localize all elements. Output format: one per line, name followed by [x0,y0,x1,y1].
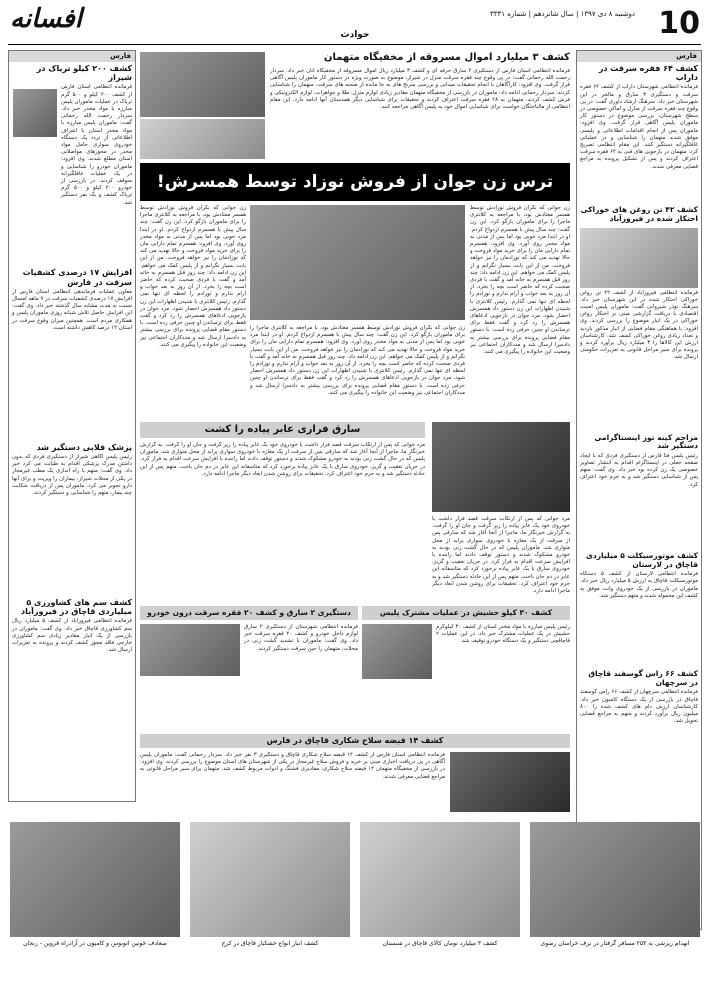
article-text: زن جوانی که نگران فروش نوزادش توسط همسر معتادش بود، با مراجعه به کلانتری ماجرا را برای ماموران بازگو کرد. این زن گفت: چند سال پیش با همسرم ازدواج کردم. او در ابتدا مرد خوبی بود اما پس از مدتی به مواد مخدر روی آورد. وی افزود: همسرم تمام دارایی مان را برای خرید مواد فروخت و حالا تهدید می کند که نوزادمان را نیز خواهد فروخت. من از این بابت بسیار نگرانم و از پلیس کمک می خواهم. این زن ادامه داد: چند روز قبل همسرم به خانه آمد و گفت با فردی صحبت کرده که حاضر است بچه را بخرد. از آن روز به بعد خواب و آرام ندارم و نوزادم را لحظه ای تنها نمی گذارم. رئیس کلانتری با شنیدن اظهارات این زن دستور داد همسرش احضار شود. مرد جوان در بازجویی ادعاهای همسرش را رد کرد و گفت فقط برای ترساندن او چنین حرفی زده است. با دستور مقام قضایی پرونده برای بررسی بیشتر به دادسرا ارسال شد و مددکاران اجتماعی نیز وضعیت این خانواده را پیگیری می کنند. [470,205,570,356]
hashish-photo [362,624,432,679]
main-headline: ترس زن جوان از فروش نوزاد توسط همسرش! [140,163,570,201]
article-text: فرمانده انتظامی شهرستان داراب از کشف ۶۴ فقره سرقت و دستگیری ۳ سارق و مالخر در این شهرستان خبر داد. سرهنگ ارشاد داوری گفت: در پی وقوع چند فقره سرقت از منازل و اماکن خصوصی در سطح شهرستان، بررسی موضوع در دستور کار ماموران پلیس آگاهی قرار گرفت. وی افزود: ماموران پس از انجام اقدامات اطلاعاتی و پلیسی موفق شدند متهمان را شناسایی و در عملیاتی غافلگیرانه دستگیر کنند. این مقام انتظامی تصریح کرد: متهمان در بازجویی های فنی به ۶۴ فقره سرقت اعتراف کردند و پس از تشکیل پرونده به مراجع قضایی معرفی شدند. [580,84,698,170]
top-story [140,50,570,160]
article-text: فرمانده انتظامی لارستان از کشف ۵ دستگاه موتورسیکلت قاچاق به ارزش ۵ میلیارد ریال خبر داد. ماموران در بازرسی از یک خودروی وانت موفق به کشف این محموله شدند و متهم دستگیر شد. [580,571,698,599]
article-text: فرمانده انتظامی استان فارس از دستگیری ۲ سارق حرفه ای و کشف ۳ میلیارد ریال اموال مسروقه از مخفیگاه آنان خبر داد. سردار رحمت الله رحمانی گفت: در پی وقوع چند فقره سرقت منزل در شیراز، موضوع به صورت ویژه در دستور کار ماموران پلیس آگاهی قرار گرفت. وی افزود: کارآگاهان با انجام تحقیقات میدانی و بررسی سرنخ های به جا مانده از صحنه های سرقت، متهمان را شناسایی کردند. سردار رحمانی ادامه داد: ماموران در بازرسی از مخفیگاه متهمان مقادیر زیادی لوازم منزل، طلا و جواهرات، لوازم الکترونیکی و فرش کشف کردند. متهمان به ۲۸ فقره سرقت اعتراف کردند و تحقیقات برای شناسایی دیگر همدستان آنها ادامه دارد. این مقام انتظامی از مالباختگان خواست برای شناسایی اموال خود به پلیس آگاهی مراجعه کنند. [270,68,570,111]
article-text-continued: زن جوانی که نگران فروش نوزادش توسط همسر معتادش بود، با مراجعه به کلانتری ماجرا را برای ماموران بازگو کرد. این زن گفت: چند سال پیش با همسرم ازدواج کردم. او در ابتدا مرد خوبی بود اما پس از مدتی به مواد مخدر روی آورد. وی افزود: همسرم تمام دارایی مان را برای خرید مواد فروخت و حالا تهدید می کند که نوزادمان را نیز خواهد فروخت. من از این بابت بسیار نگرانم و از پلیس کمک می خواهم. این زن ادامه داد: چند روز قبل همسرم به خانه آمد و گفت با فردی صحبت کرده که حاضر است بچه را بخرد. از آن روز به بعد خواب و آرام ندارم و نوزادم را لحظه ای تنها نمی گذارم. رئیس کلانتری با شنیدن اظهارات این زن دستور داد همسرش احضار شود. مرد جوان در بازجویی ادعاهای همسرش را رد کرد و گفت فقط برای ترساندن او چنین حرفی زده است. با دستور مقام قضایی پرونده برای بررسی بیشتر به دادسرا ارسال شد و مددکاران اجتماعی نیز وضعیت این خانواده را پیگیری می کنند. [140,205,246,348]
photo-caption: کشف ۳ میلیارد تومان کالای قاچاق در شبستان [382,940,498,947]
section-title: حوادث [340,30,370,40]
header-rule [8,44,701,45]
headline: سارق فراری عابر پیاده را کشت [140,422,425,438]
headline: افزایش ۱۷ درصدی کشفیات سرقت در فارس [22,268,132,287]
left-column [8,50,136,802]
photo-caption: صعادف خونین اتوبوس و کامیون در آزادراه قزوین - زنجان [23,940,167,947]
snow-rescue-photo [530,822,700,937]
article-text-lower: زن جوانی که نگران فروش نوزادش توسط همسر معتادش بود، با مراجعه به کلانتری ماجرا را برای ماموران بازگو کرد. این زن گفت: چند سال پیش با همسرم ازدواج کردم. او در ابتدا مرد خوبی بود اما پس از مدتی به مواد مخدر روی آورد. وی افزود: همسرم تمام دارایی مان را برای خرید مواد فروخت و حالا تهدید می کند که نوزادمان را نیز خواهد فروخت. من از این بابت بسیار نگرانم و از پلیس کمک می خواهم. این زن ادامه داد: چند روز قبل همسرم به خانه آمد و گفت با فردی صحبت کرده که حاضر است بچه را بخرد. از آن روز به بعد خواب و آرام ندارم و نوزادم را لحظه ای تنها نمی گذارم. رئیس کلانتری با شنیدن اظهارات این زن دستور داد همسرش احضار شود. مرد جوان در بازجویی ادعاهای همسرش را رد کرد و گفت فقط برای ترساندن او چنین حرفی زده است. با دستور مقام قضایی پرونده برای بررسی بیشتر به دادسرا ارسال شد و مددکاران اجتماعی نیز وضعیت این خانواده را پیگیری می کنند. [250,325,465,396]
headline: کشف موتورسیکلت ۵ میلیاردی قاچاق در لارستان [585,550,698,569]
headline: کشف سم های کشاورزی ۵ میلیاردی قاچاق در فیروزآباد [21,597,132,617]
right-column [576,50,702,930]
small-story-right [362,606,570,731]
headline: پزشک قلابی دستگیر شد [36,442,132,452]
goods-photo-2 [140,119,265,159]
article-text: معاون عملیات فرماندهی انتظامی استان فارس از افزایش ۱۷ درصدی کشفیات سرقت در ۹ ماهه امسال نسبت به مدت مشابه سال گذشته خبر داد. وی گفت: این افزایش حاصل تلاش شبانه روزی ماموران پلیس و همکاری مردم است. همچنین میزان وقوع سرقت در استان ۱۲ درصد کاهش داشته است. [12,288,133,331]
newspaper-logo: افسانه [10,4,82,34]
official-portrait [13,89,57,137]
article-text: فرمانده انتظامی فیروزآباد از کشف ۵ میلیارد ریال سم کشاورزی قاچاق خبر داد. وی گفت: ماموران در بازرسی از یک انبار مقادیر زیادی سم کشاورزی خارجی فاقد مجوز کشف کردند و پرونده به تعزیرات ارسال شد. [12,618,132,654]
article-text: فرمانده انتظامی سرچهان از کشف ۶۶ راس گوسفند قاچاق در بازرسی از یک دستگاه کامیون خبر داد. کارشناسان ارزش دام های کشف شده را ۸۰۰ میلیون ریال برآورد کردند و متهم به مراجع قضایی تحویل شد. [580,689,698,725]
page-header [0,0,709,46]
headline: دستگیری ۲ سارق و کشف ۲۰ فقره سرقت درون خودرو [140,606,358,620]
headline: کشف ۶۴ فقره سرقت در داراب [598,64,698,83]
veiled-woman-photo [250,205,465,320]
page-number: 10 [658,6,700,41]
rifles-photo [450,752,570,812]
bottom-story [140,734,570,814]
column-label: فارس [577,51,701,62]
bus-crash-photo [10,822,180,937]
photo-caption: انهدام ریزشی به ۲۵۳ مسافر گرفتار در برف خراسان رضوی [540,940,690,947]
main-story [140,163,570,418]
article-text: فرمانده انتظامی استان فارس از کشف ۱۴ قبضه سلاح شکاری قاچاق و دستگیری ۳ نفر خبر داد. سردار رحمانی گفت: ماموران پلیس آگاهی در پی دریافت اخباری مبنی بر خرید و فروش سلاح غیرمجاز در یکی از شهرستان های استان موضوع را بررسی کردند. وی افزود: در بازرسی از مخفیگاه متهمان ۱۴ قبضه سلاح شکاری، مقادیری فشنگ و ادوات مربوط کشف شد. متهمان برای سیر مراحل قانونی به مراجع قضایی معرفی شدند. [140,752,445,780]
article-text: رئیس پلیس مبارزه با مواد مخدر استان از کشف ۳۰ کیلوگرم حشیش در یک عملیات مشترک خبر داد. در این عملیات ۲ قاچاقچی دستگیر و یک دستگاه خودرو توقیف شد. [436,624,570,645]
thief-photo [432,422,570,512]
column-label: فارس [9,51,135,62]
mid-story [140,422,570,602]
headline: کشف ۶۶ راس گوسفند قاچاق در سرچهان [588,669,698,687]
headline: کشف ۳ میلیارد اموال مسروقه از مخفیگاه متهمان [323,52,570,63]
article-text: رئیس پلیس فتا فارس از دستگیری فردی که با ایجاد صفحه جعلی در اینستاگرام اقدام به انتشار تصاویر خصوصی یک زن کرده بود خبر داد. وی گفت: متهم پس از شناسایی دستگیر شد و به جرم خود اعتراف کرد. [580,452,698,488]
headline: کشف ۱۴ قبضه سلاح شکاری قاچاق در فارس [140,734,570,748]
headline: کشف ۴۲ تن روغن های خوراکی احتکار شده در فیروزآباد [580,205,698,223]
oil-crates-photo [580,228,698,288]
smuggled-goods-photo [360,822,520,937]
police-photo [140,624,240,676]
article-text: مرد جوانی که پس از ارتکاب سرقت قصد فرار داشت با خودروی خود یک عابر پیاده را زیر گرفت و جان او را گرفت. به گزارش خبرنگار ما، ماجرا از آنجا آغاز شد که سارقی پس از سرقت از یک مغازه با خودروی سواری پراید از محل متواری شد. ماموران پلیس که در حال گشت زنی بودند به خودرو مشکوک شدند و دستور توقف دادند اما راننده با افزایش سرعت اقدام به فرار کرد. در جریان تعقیب و گریز، خودروی سارق با یک عابر پیاده برخورد کرد که متاسفانه این عابر در دم جان باخت. متهم پس از این حادثه دستگیر شد و به جرم خود اعتراف کرد. تحقیقات برای روشن شدن ابعاد دیگر ماجرا ادامه دارد. [140,442,425,477]
small-story-left [140,606,358,731]
headline: کشف ۳۰ کیلو حشیش در عملیات مشترک پلیس [362,606,570,620]
article-text: فرمانده انتظامی شهرستان از دستگیری ۲ سارق لوازم داخل خودرو و کشف ۲۰ فقره سرقت خبر داد. وی گفت: ماموران با تشدید گشت زنی در محلات، متهمان را حین سرقت دستگیر کردند. [244,624,358,652]
photo-caption: کشف انبار انواع خشکبار قاچاق در کرج [221,940,319,947]
article-text: رئیس پلیس آگاهی شیراز از دستگیری فردی که بدون داشتن مدرک پزشکی اقدام به طبابت می کرد خبر داد. وی گفت: متهم با راه اندازی یک مطب غیرمجاز در یکی از محلات شیراز، بیماران را ویزیت و برای آنها دارو تجویز می کرد. ماموران پس از دریافت شکایت چند بیمار، متهم را شناسایی و دستگیر کردند. [12,453,132,496]
article-text: فرمانده انتظامی استان فارس از کشف ۲۰۰ کیلو و ۵۰۰ گرم تریاک در عملیات ماموران پلیس مبارزه با مواد مخدر خبر داد. سردار رحمت الله رحمانی گفت: ماموران پلیس مبارزه با مواد مخدر استان با اشراف اطلاعاتی از تردد یک دستگاه خودروی سواری حامل مواد مخدر در محورهای مواصلاتی استان مطلع شدند. وی افزود: ماموران خودرو را شناسایی و در یک عملیات غافلگیرانه متوقف کردند. در بازرسی از خودرو ۲۰۰ کیلو و ۵۰۰ گرم تریاک کشف و یک نفر دستگیر شد. [61,84,133,206]
article-text-continued: مرد جوانی که پس از ارتکاب سرقت قصد فرار داشت با خودروی خود یک عابر پیاده را زیر گرفت و جان او را گرفت. به گزارش خبرنگار ما، ماجرا از آنجا آغاز شد که سارقی پس از سرقت از یک مغازه با خودروی سواری پراید از محل متواری شد. ماموران پلیس که در حال گشت زنی بودند به خودرو مشکوک شدند و دستور توقف دادند اما راننده با افزایش سرعت اقدام به فرار کرد. در جریان تعقیب و گریز، خودروی سارق با یک عابر پیاده برخورد کرد که متاسفانه این عابر در دم جان باخت. متهم پس از این حادثه دستگیر شد و به جرم خود اعتراف کرد. تحقیقات برای روشن شدن ابعاد دیگر ماجرا ادامه دارد. [432,516,570,595]
article-text: فرمانده انتظامی فیروزآباد از کشف ۴۲ تن روغن خوراکی احتکار شده در این شهرستان خبر داد. سرهنگ نوذر شیروانی گفت: ماموران پلیس امنیت اقتصادی با دریافت گزارشی مبنی بر احتکار روغن خوراکی در یک انبار موضوع را بررسی کردند. وی افزود: با هماهنگی مقام قضایی از انبار مذکور بازدید و تعداد زیادی روغن خوراکی کشف شد. کارشناسان ارزش این کالاها را ۳ میلیارد ریال برآورد کردند و پرونده برای سیر مراحل قانونی به تعزیرات حکومتی ارسال شد. [580,289,698,361]
warehouse-photo [190,822,350,937]
stolen-goods-photo [140,52,265,117]
headline: مزاحم کینه توز اینستاگرامی دستگیر شد [594,432,698,451]
headline: کشف ۲۰۰ کیلو تریاک در شیراز [36,64,132,83]
dateline: دوشنبه ۸ دی ۱۳۹۷ | سال شانزدهم | شماره ۳۳۳۱ [489,10,635,18]
